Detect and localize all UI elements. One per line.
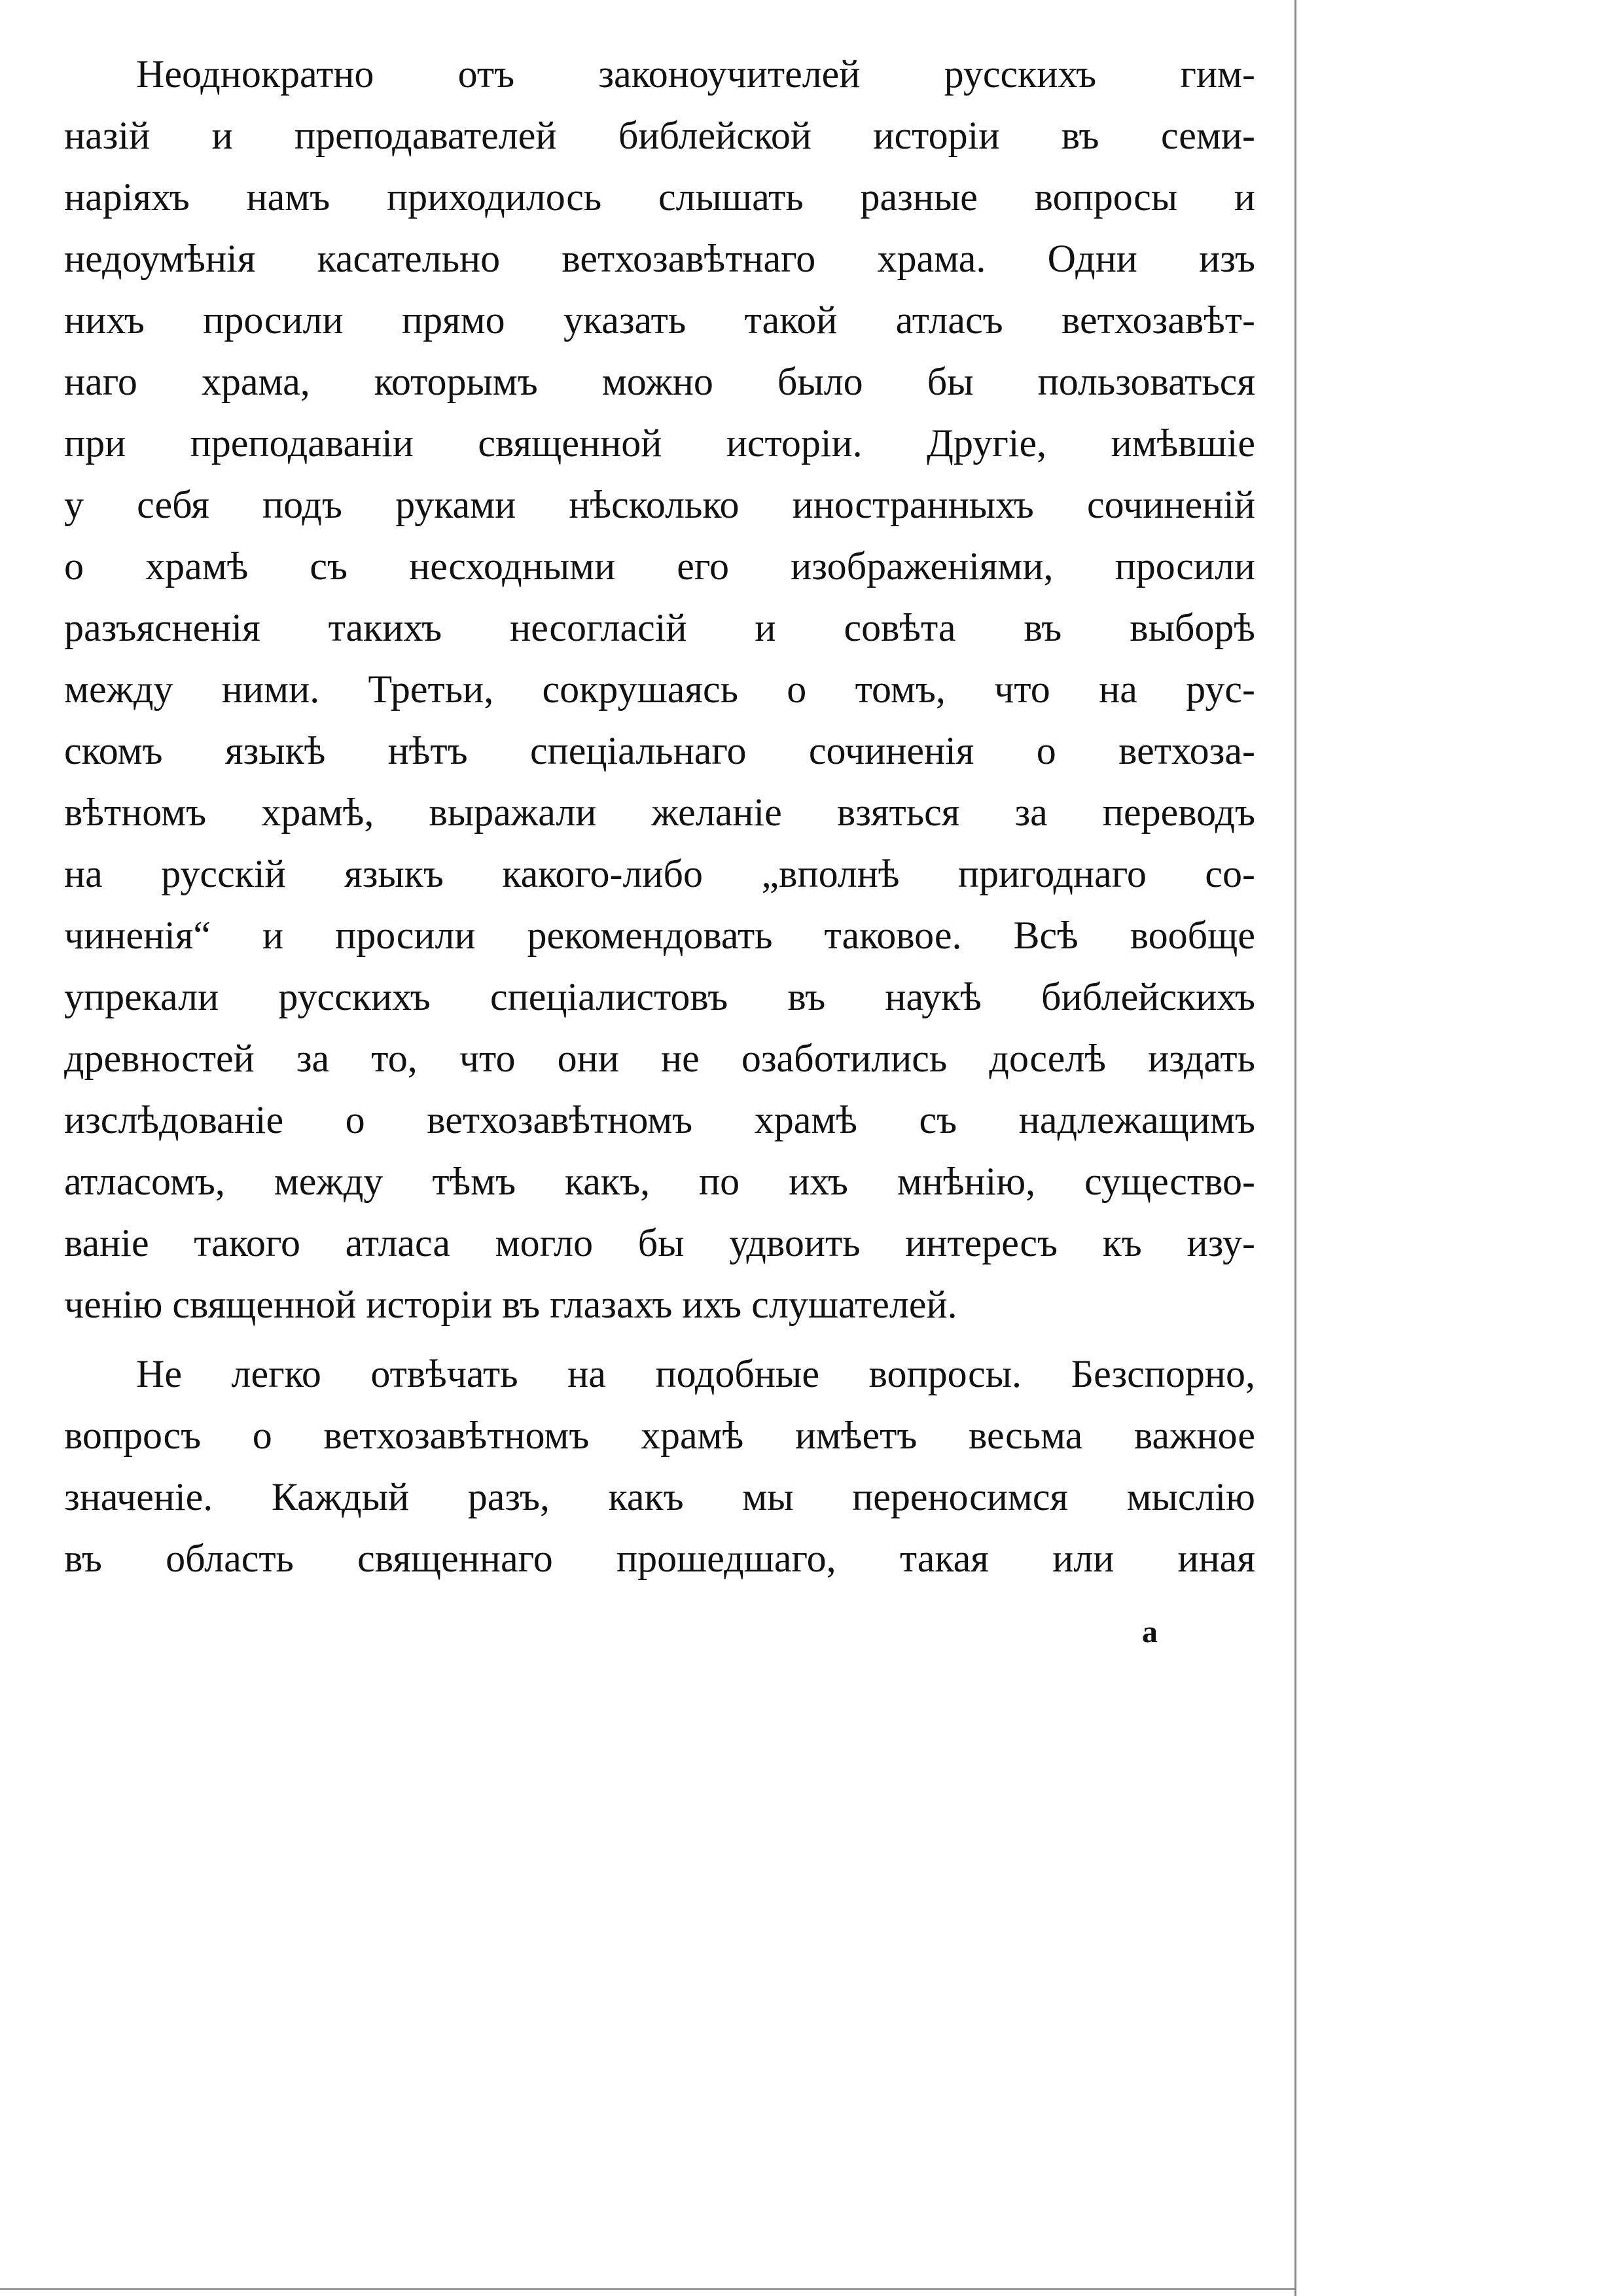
text-line: древностей за то, что они не озаботились доселѣ издать	[64, 1037, 1255, 1080]
text-line: на русскій языкъ какого-либо „вполнѣ пригоднаго со-	[64, 852, 1255, 895]
paragraph-2	[64, 1343, 1255, 1589]
text-line: изслѣдованіе о ветхозавѣтномъ храмѣ съ надлежащимъ	[64, 1098, 1255, 1141]
text-line: чиненія“ и просили рекомендовать таковое. Всѣ вообще	[64, 914, 1255, 957]
text-line: ченію священной исторіи въ глазахъ ихъ слушателей.	[64, 1283, 957, 1326]
text-line: между ними. Третьи, сокрушаясь о томъ, что на рус-	[64, 668, 1255, 711]
text-line: Не легко отвѣчать на подобные вопросы. Безспорно,	[136, 1352, 1255, 1395]
paragraph-1	[64, 43, 1255, 1335]
text-line: вѣтномъ храмѣ, выражали желаніе взяться за переводъ	[64, 791, 1255, 834]
text-line: упрекали русскихъ спеціалистовъ въ наукѣ библейскихъ	[64, 975, 1255, 1018]
text-line: атласомъ, между тѣмъ какъ, по ихъ мнѣнію, существо-	[64, 1160, 1255, 1203]
text-line: наріяхъ намъ приходилось слышать разные вопросы и	[64, 175, 1255, 219]
body-text	[64, 43, 1255, 1589]
text-line: о храмѣ съ несходными его изображеніями, просили	[64, 545, 1255, 588]
text-line: разъясненія такихъ несогласій и совѣта въ выборѣ	[64, 606, 1255, 649]
text-line: значеніе. Каждый разъ, какъ мы переносимся мыслію	[64, 1475, 1255, 1518]
text-line: въ область священнаго прошедшаго, такая или иная	[64, 1537, 1255, 1580]
text-line: ваніе такого атласа могло бы удвоить интересъ къ изу-	[64, 1221, 1255, 1265]
text-line: при преподаваніи священной исторіи. Другіе, имѣвшіе	[64, 422, 1255, 465]
text-line: Неоднократно отъ законоучителей русскихъ гим-	[136, 52, 1255, 96]
signature-mark: а	[1142, 1615, 1158, 1649]
text-line: скомъ языкѣ нѣтъ спеціальнаго сочиненія о ветхоза-	[64, 729, 1255, 772]
text-line: вопросъ о ветхозавѣтномъ храмѣ имѣетъ весьма важное	[64, 1414, 1255, 1457]
text-line: наго храма, которымъ можно было бы пользоваться	[64, 360, 1255, 403]
page-right-margin	[1294, 0, 1623, 2296]
text-line: нихъ просили прямо указать такой атласъ ветхозавѣт-	[64, 298, 1255, 342]
text-line: назій и преподавателей библейской исторіи въ семи-	[64, 114, 1255, 157]
text-line: у себя подъ руками нѣсколько иностранныхъ сочиненій	[64, 483, 1255, 526]
paragraph-gap	[64, 1335, 1255, 1343]
page-bottom-edge	[0, 2288, 1294, 2290]
text-line: недоумѣнія касательно ветхозавѣтнаго храма. Одни изъ	[64, 237, 1255, 280]
